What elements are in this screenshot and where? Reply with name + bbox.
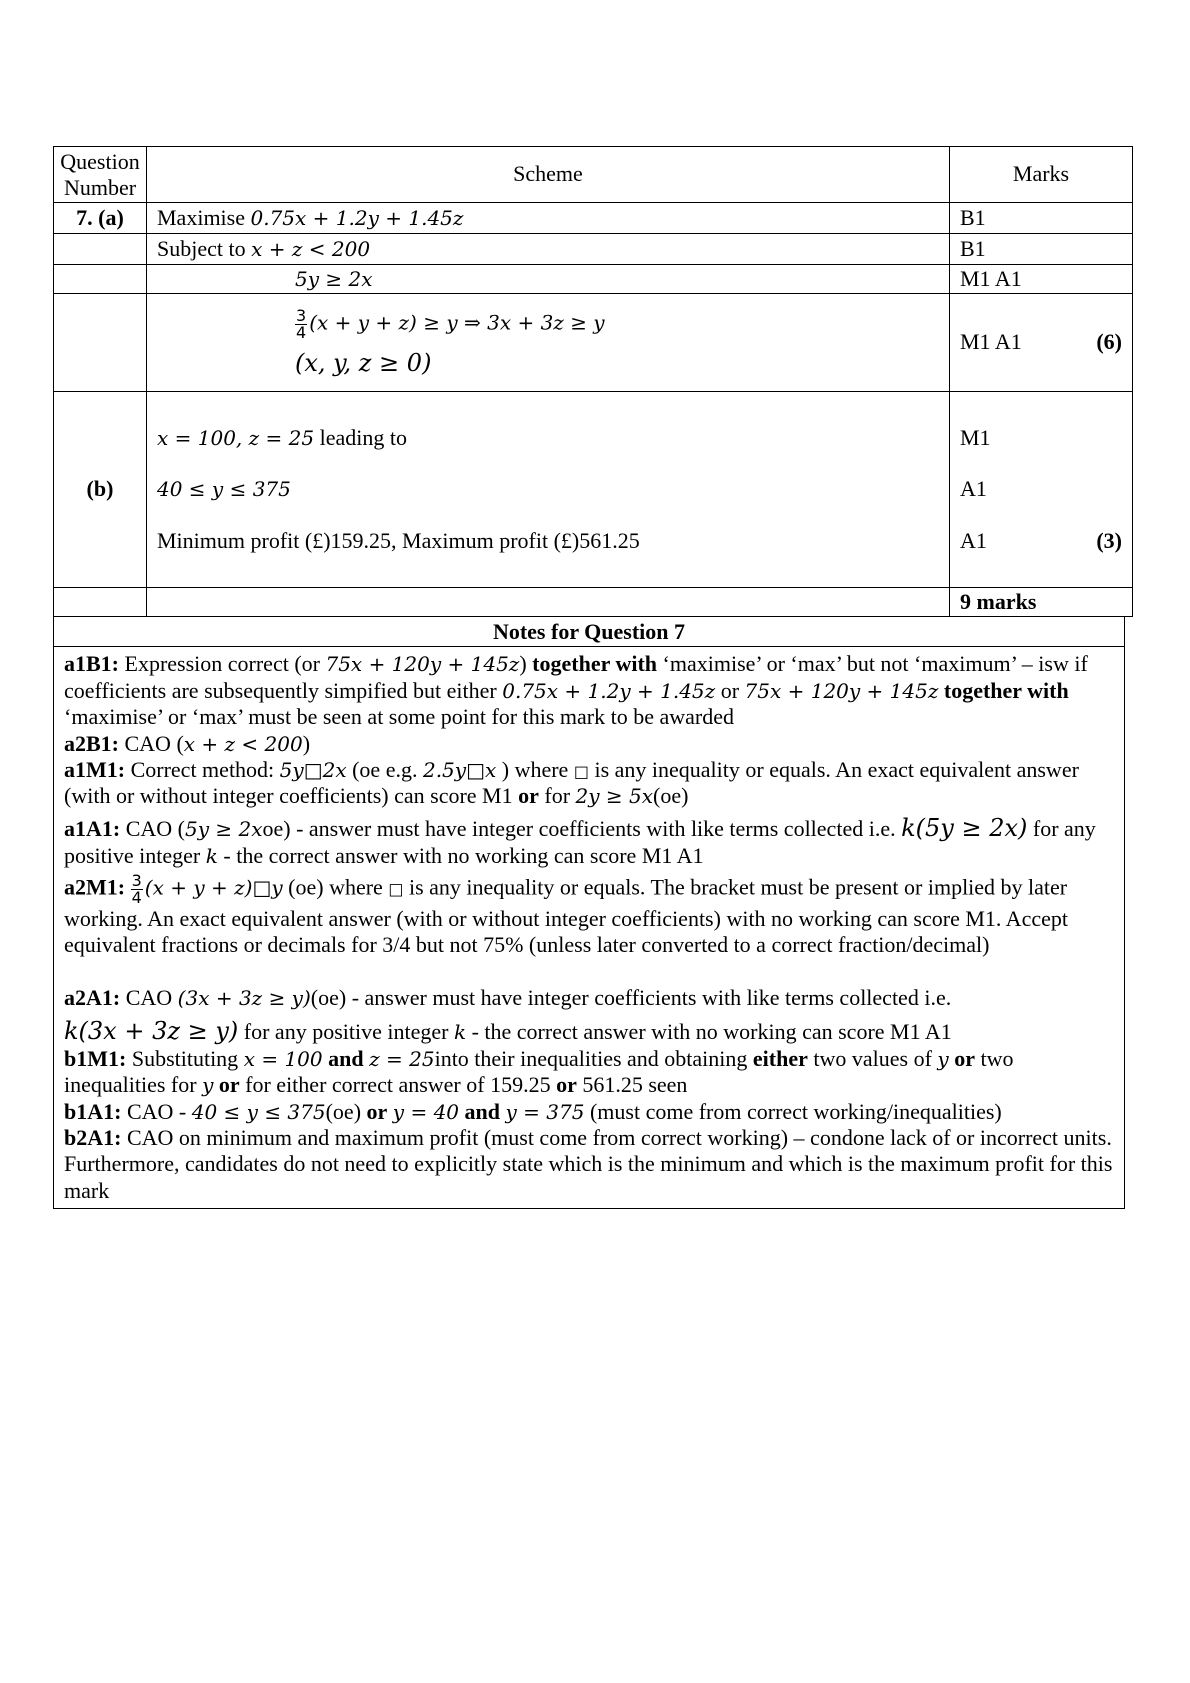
part-a-row-3 <box>54 265 1133 294</box>
note-b2A1: b2A1: CAO on minimum and maximum profit (must come from correct working) – condone lack of or incorrect units. Furthermore, candidates do not need to explicitly state which is the minimum and which is the maximum profit for this mark <box>64 1125 1113 1203</box>
range-line: 40 ≤ y ≤ 375 <box>157 477 291 502</box>
mark-scheme-table <box>53 146 1133 617</box>
part-b-total: (3) <box>1096 528 1122 554</box>
note-a2M1: a2M1: $\frac{3}{4}$ (x + y + z)□y (oe) where □ is any inequality or equals. The bracket must be present or implied by later working. An exact equivalent answer (with or without integer coefficients) with no working can score M1. Accept equivalent fractions or decimals for 3/4 but not 75% (unless later converted to a correct fraction/decimal) <box>64 870 1068 958</box>
scheme-cell <box>147 265 950 294</box>
mark-scheme-page <box>53 146 1125 1209</box>
part-a-total: (6) <box>1096 329 1122 355</box>
marks-cell <box>950 392 1133 588</box>
mark-m1-a1: M1 A1 <box>950 265 1133 294</box>
constraint-3: $\frac{3}{4}$ (x + y + z) ≥ y ⇒ 3x + 3z ≥ y <box>296 305 605 342</box>
part-a-row-4 <box>54 294 1133 392</box>
total-marks: 9 marks <box>950 588 1133 617</box>
note-a2A1: a2A1: CAO (3x + 3z ≥ y)(oe) - answer must have integer coefficients with like terms collected i.e. k(3x + 3z ≥ y) for any positive integer k - the correct answer with no working can score M1 A1 <box>64 984 952 1046</box>
part-a-label: 7. (a) <box>54 203 147 234</box>
note-b1A1: b1A1: CAO - 40 ≤ y ≤ 375(oe) or y = 40 and y = 375 (must come from correct working/inequalities) <box>64 1098 1002 1124</box>
fraction: $\frac{3}{4}$ <box>296 305 307 342</box>
notes-section <box>53 617 1125 1209</box>
mark-m1: M1 <box>960 424 991 450</box>
note-b1M1: b1M1: Substituting x = 100 and z = 25into their inequalities and obtaining either two values of y or two inequalities for y or for either correct answer of 159.25 or 561.25 seen <box>64 1045 1014 1098</box>
mark-b1: B1 <box>950 203 1133 234</box>
mark-b1: B1 <box>950 234 1133 265</box>
part-a-row-2 <box>54 234 1133 265</box>
question-number-header: Question Number <box>54 147 147 203</box>
part-a-row-1 <box>54 203 1133 234</box>
scheme-cell <box>147 392 950 588</box>
constraint-2: 5y ≥ 2x <box>295 266 373 291</box>
fraction: $\frac{3}{4}$ <box>131 870 142 907</box>
constraint-1: x + z < 200 <box>251 236 371 261</box>
non-negativity: (x, y, z ≥ 0) <box>295 348 432 377</box>
maximise-text: Maximise <box>157 204 245 230</box>
scheme-header: Scheme <box>147 147 950 203</box>
notes-title: Notes for Question 7 <box>54 619 1124 647</box>
mark-a1: A1 <box>960 528 987 554</box>
table-header-row <box>54 147 1133 203</box>
scheme-cell <box>147 294 950 392</box>
note-a1B1: a1B1: Expression correct (or 75x + 120y + 145z) together with ‘maximise’ or ‘max’ but not ‘maximum’ – isw if coefficients are subsequently simpified but either 0.75x + 1.2y + 1.45z or 75x + 120y + 145z together with ‘maximise’ or ‘max’ must be seen at some point for this mark to be awarded <box>64 651 1088 730</box>
subject-to-text: Subject to <box>157 235 246 261</box>
scheme-cell <box>147 234 950 265</box>
mark-m1-a1: M1 A1 <box>960 329 1022 355</box>
marks-header: Marks <box>950 147 1133 203</box>
part-b-label: (b) <box>54 392 147 588</box>
part-b-row <box>54 392 1133 588</box>
substitution-line: x = 100, z = 25 leading to <box>157 424 407 450</box>
total-row <box>54 588 1133 617</box>
objective-expression: 0.75x + 1.2y + 1.45z <box>250 205 464 230</box>
mark-a1: A1 <box>960 476 987 502</box>
profit-line: Minimum profit (£)159.25, Maximum profit (£)561.25 <box>157 528 640 554</box>
marks-cell <box>950 294 1133 392</box>
note-a2B1: a2B1: CAO (x + z < 200) <box>64 730 311 756</box>
scheme-cell <box>147 203 950 234</box>
note-a1A1: a1A1: CAO (5y ≥ 2xoe) - answer must have integer coefficients with like terms collected i.e. k(5y ≥ 2x) for any positive integer k - the correct answer with no working can score M1 A1 <box>64 813 1096 868</box>
note-a1M1: a1M1: Correct method: 5y□2x (oe e.g. 2.5y□x ) where □ is any inequality or equals. An exact equivalent answer (with or without integer coefficients) can score M1 or for 2y ≥ 5x(oe) <box>64 756 1079 809</box>
